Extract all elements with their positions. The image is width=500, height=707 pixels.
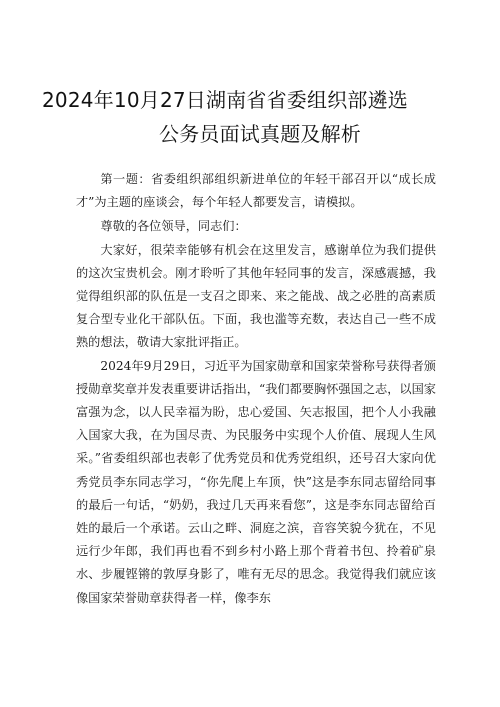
greeting-paragraph: 尊敬的各位领导，同志们： (100, 219, 247, 234)
main-paragraph: 2024年9月29日，习近平为国家勋章和国家荣誉称号获得者颁授勋章奖章并发表重要讲话指出，“我们都要胸怀强国之志，以国家富强为念，以人民幸福为盼，忠心爱国、矢志报国，把个人小我融入国家大我，在为国尽责、为民服务中实现个人价值、展现人生风采。”省委组织部也表彰了优秀党员和优秀党组织，还号召大家向优秀党员李东同志学习，“你先爬上车顶，快”这是李东同志留给同事的最后一句话，“奶奶，我过几天再来看您”，这是李东同志留给百姓的最后一个承诺。云山之畔、洞庭之滨，音容笑貌今犹在，不见远行少年郎，我们再也看不到乡村小路上那个背着书包、拎着矿泉水、步履铿锵的敦厚身影了，唯有无尽的思念。我觉得我们就应该像国家荣誉勋章获得者一样，像李东 (76, 358, 436, 605)
document-title-line2: 公务员面试真题及解析 (159, 122, 361, 146)
document-body (76, 168, 436, 610)
question-paragraph: 第一题：省委组织部组织新进单位的年轻干部召开以“成长成才”为主题的座谈会，每个年轻人都要发言，请模拟。 (76, 172, 436, 210)
intro-paragraph: 大家好，很荣幸能够有机会在这里发言，感谢单位为我们提供的这次宝贵机会。刚才聆听了其他年轻同事的发言，深感震撼，我觉得组织部的队伍是一支召之即来、来之能战、战之必胜的高素质复合型专业化干部队伍。下面，我也滥等充数，表达自己一些不成熟的想法，敬请大家批评指正。 (76, 242, 436, 350)
document-title-line1: 2024年10月27日湖南省省委组织部遴选 (42, 88, 408, 112)
